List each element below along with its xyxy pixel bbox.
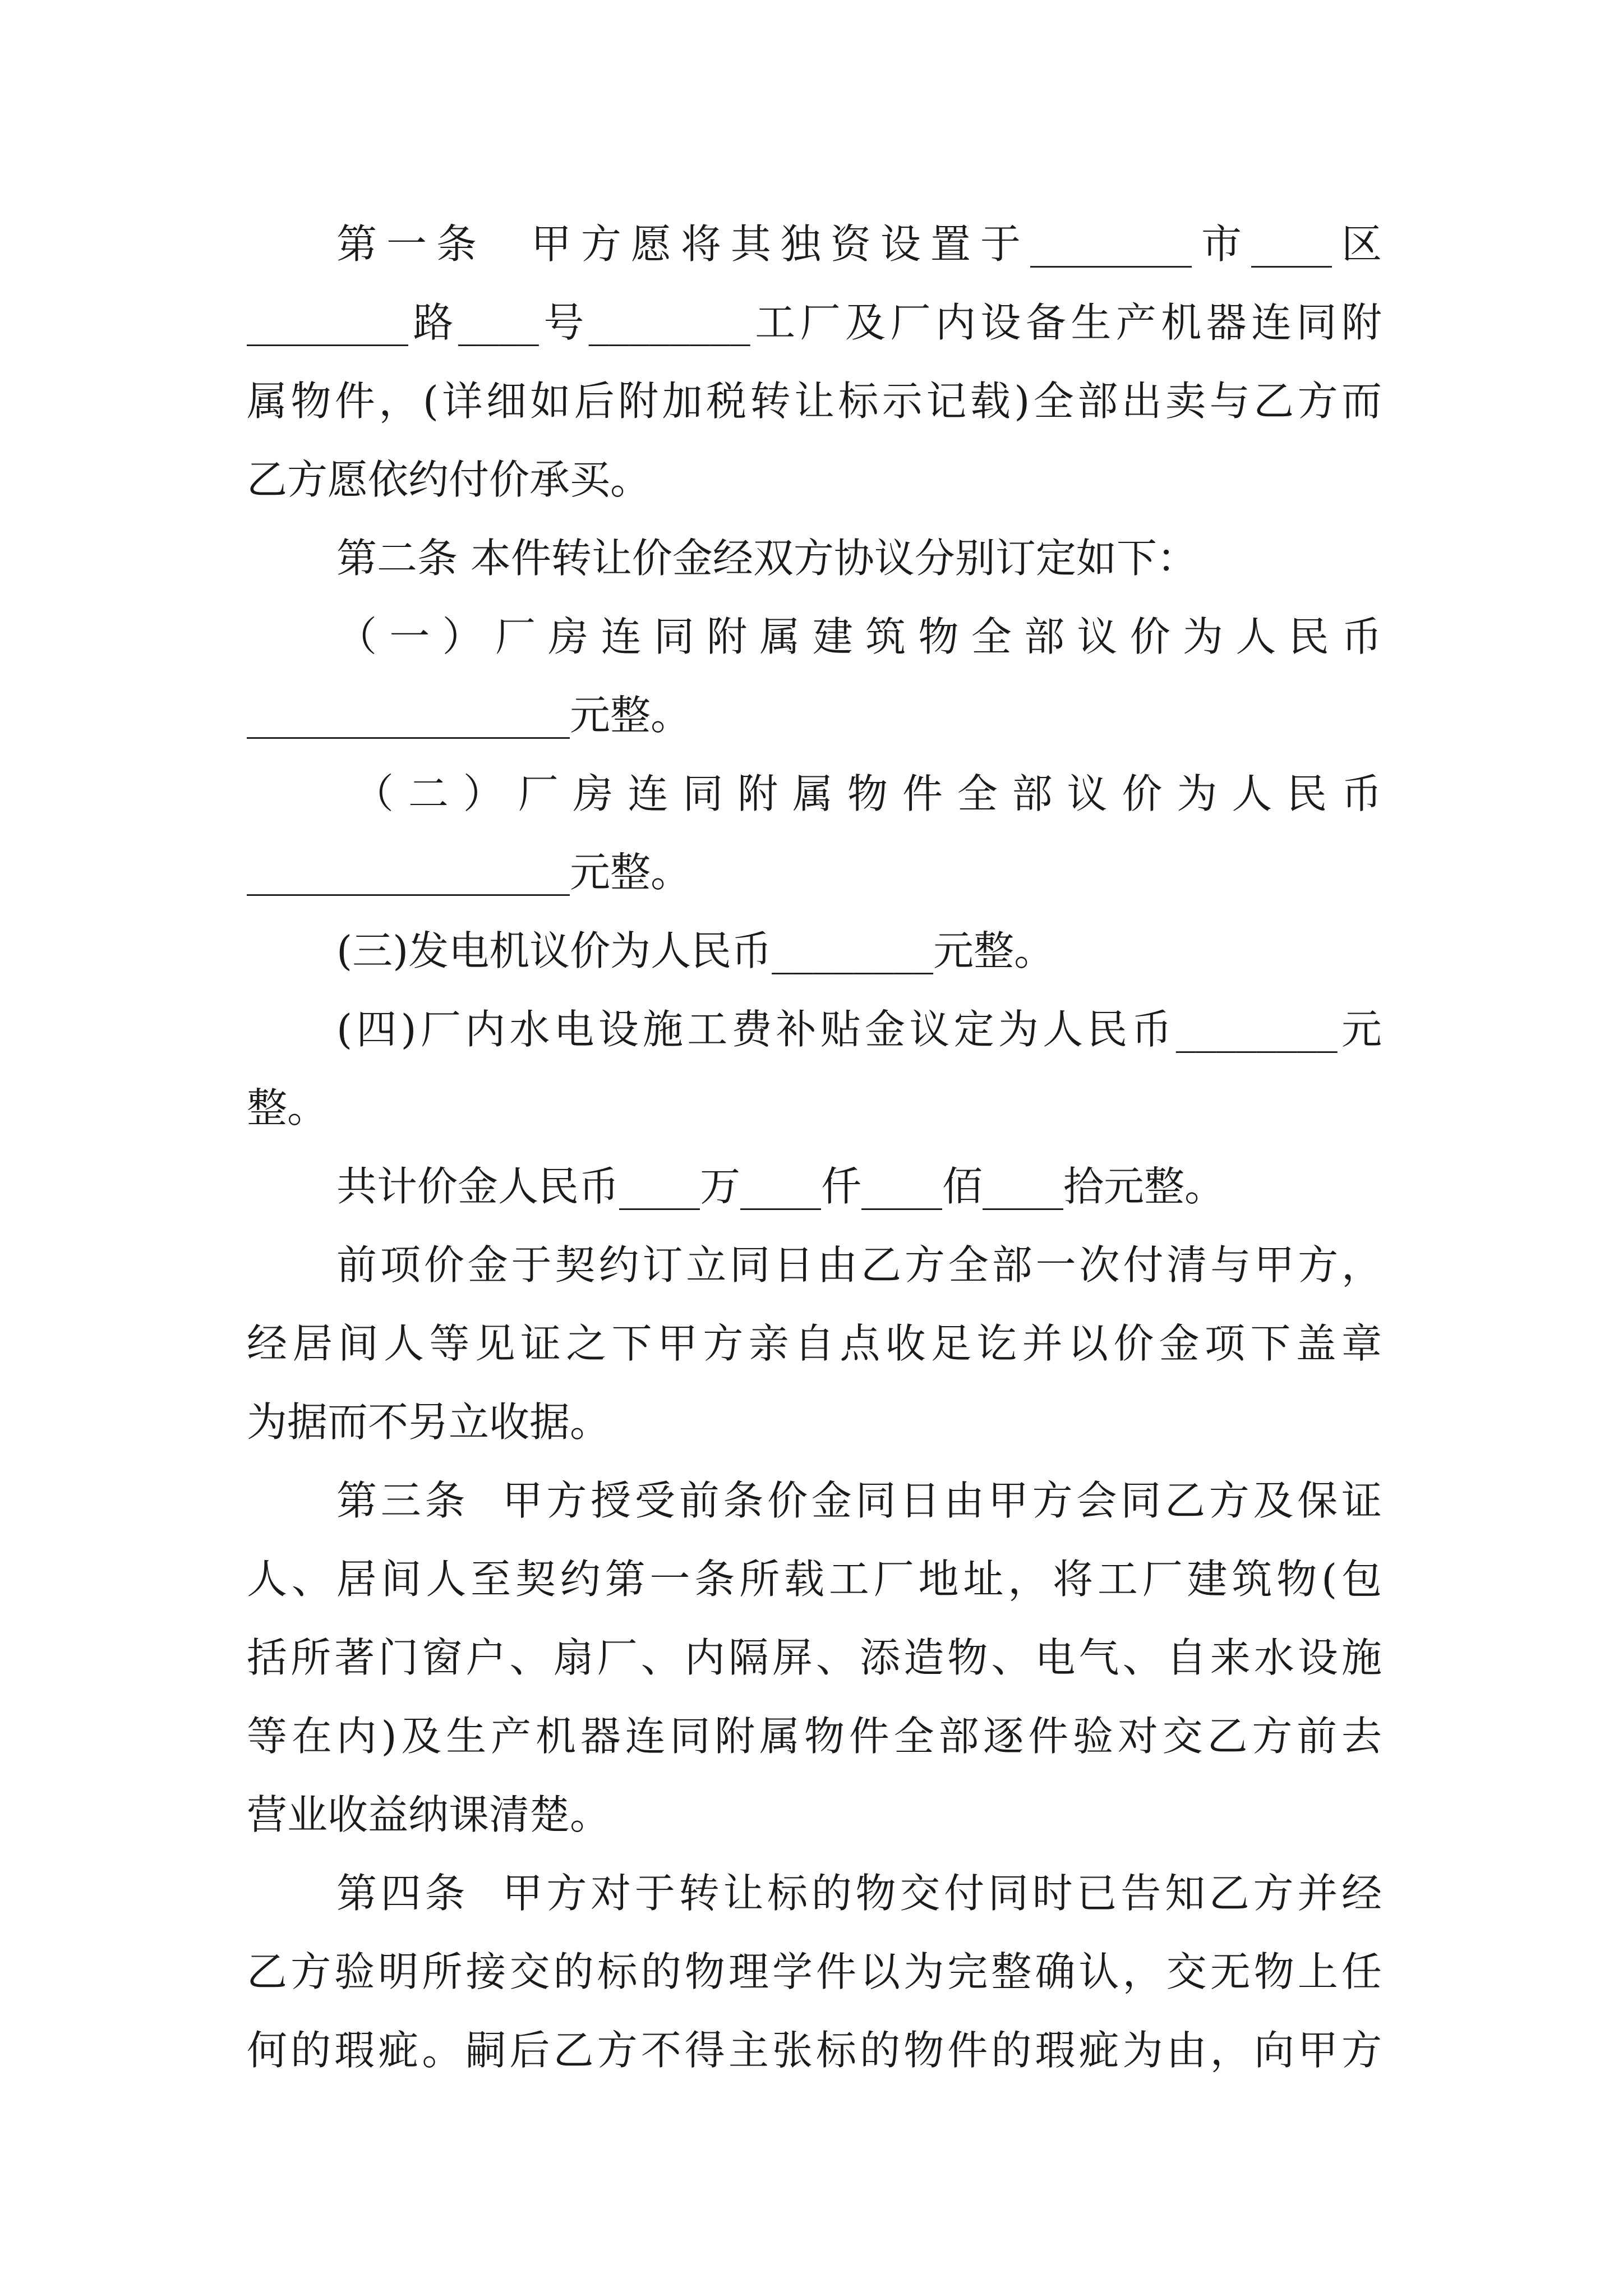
clause-2-item-3: (三)发电机议价为人民币________元整。 (336, 927, 1055, 974)
clause-1-line-2: ________路____号________工厂及厂内设备生产机器连同附 (247, 299, 1382, 346)
payment-line-2: 经居间人等见证之下甲方亲自点收足讫并以价金项下盖章 (247, 1320, 1382, 1367)
clause-3-line-5: 营业收益纳课清楚。 (247, 1791, 611, 1838)
clause-3-line-2: 人、居间人至契约第一条所载工厂地址，将工厂建筑物(包 (247, 1556, 1382, 1603)
clause-2-item-1: （一）厂房连同附属建筑物全部议价为人民币 (336, 613, 1382, 660)
clause-2-item-2: （二）厂房连同附属物件全部议价为人民币 (353, 770, 1382, 817)
clause-2-item-2-cont: ________________元整。 (247, 849, 691, 896)
clause-3-line-4: 等在内)及生产机器连同附属物件全部逐件验对交乙方前去 (247, 1713, 1382, 1760)
payment-line-1: 前项价金于契约订立同日由乙方全部一次付清与甲方， (336, 1241, 1382, 1289)
clause-2-item-4: (四)厂内水电设施工费补贴金议定为人民币________元 (336, 1006, 1382, 1053)
clause-3-line-1: 第三条 甲方授受前条价金同日由甲方会同乙方及保证 (336, 1477, 1382, 1524)
payment-line-3: 为据而不另立收据。 (247, 1398, 611, 1446)
clause-2-heading: 第二条 本件转让价金经双方协议分别订定如下： (336, 535, 1197, 582)
clause-4-line-1: 第四条 甲方对于转让标的物交付同时已告知乙方并经 (336, 1870, 1382, 1917)
clause-2-item-1-cont: ________________元整。 (247, 692, 691, 739)
total-price-line: 共计价金人民币____万____仟____佰____拾元整。 (336, 1163, 1225, 1210)
clause-1-line-4: 乙方愿依约付价承买。 (247, 456, 651, 503)
clause-2-item-4-cont: 整。 (247, 1084, 328, 1131)
clause-1-line-3: 属物件，(详细如后附加税转让标示记载)全部出卖与乙方而 (247, 378, 1382, 425)
clause-3-line-3: 括所著门窗户、扇厂、内隔屏、添造物、电气、自来水设施 (247, 1634, 1382, 1681)
clause-4-line-3: 何的瑕疵。嗣后乙方不得主张标的物件的瑕疵为由，向甲方 (247, 2027, 1382, 2074)
clause-1-line-1: 第一条 甲方愿将其独资设置于________市____区 (336, 220, 1382, 268)
clause-4-line-2: 乙方验明所接交的标的物理学件以为完整确认，交无物上任 (247, 1948, 1382, 1995)
